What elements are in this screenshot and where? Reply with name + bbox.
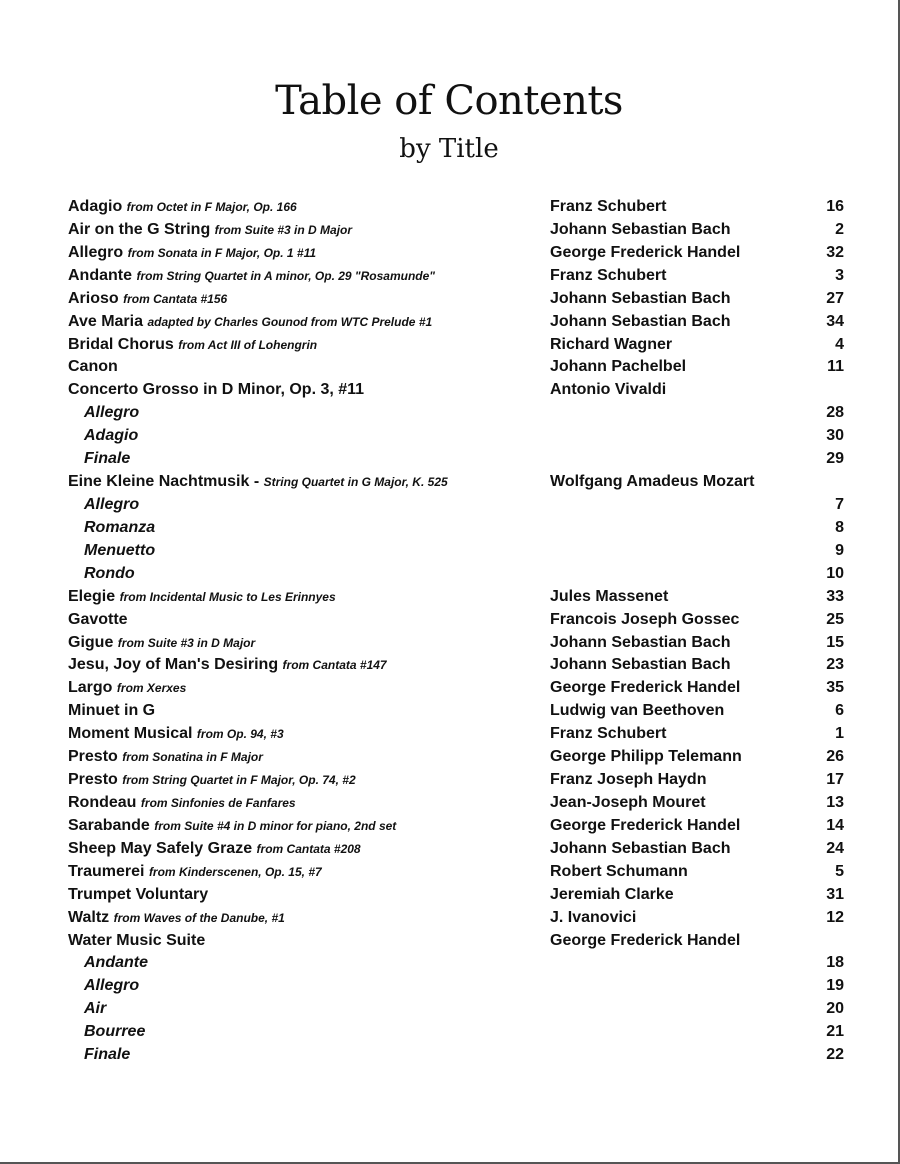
entry-title: Moment Musical: [68, 725, 193, 743]
entry-title-cell: [68, 861, 322, 884]
page-title: Table of Contents: [275, 78, 623, 124]
entry-page-number: 16: [826, 198, 844, 215]
toc-entry: [68, 609, 844, 632]
entry-note: from Suite #4 in D minor for piano, 2nd set: [154, 818, 397, 833]
entry-page-number: 6: [835, 702, 844, 720]
entry-composer: Johann Sebastian Bach: [550, 289, 731, 307]
entry-note: from Waves of the Danube, #1: [113, 910, 285, 925]
entry-title-cell: [68, 838, 361, 861]
entry-page-number: 14: [826, 816, 844, 834]
entry-page-number: 9: [835, 541, 844, 559]
entry-title-cell: [68, 792, 296, 815]
entry-note: from Sonata in F Major, Op. 1 #11: [127, 245, 317, 260]
entry-title: Adagio: [68, 198, 123, 215]
entry-title: Sarabande: [68, 816, 150, 834]
entry-note: from String Quartet in F Major, Op. 74, #2: [122, 773, 356, 788]
entry-note: from Cantata #156: [123, 291, 228, 306]
entry-page-number: 10: [826, 564, 844, 582]
entry-title-cell: [68, 219, 352, 242]
entry-title-cell: [68, 769, 356, 792]
entry-page-number: 3: [835, 266, 844, 284]
entry-composer: Jean-Joseph Mouret: [550, 793, 706, 811]
toc-entry: [68, 769, 844, 792]
entry-page-number: 23: [826, 656, 844, 674]
entry-title-cell: [84, 975, 139, 998]
toc-entry: [68, 654, 844, 677]
toc-subentry: [68, 494, 844, 517]
entry-composer: Franz Joseph Haydn: [550, 771, 707, 789]
toc-entry: [68, 723, 844, 746]
toc-entry: [68, 265, 844, 288]
entry-title: Adagio: [84, 427, 139, 445]
entry-title-cell: [68, 746, 263, 769]
toc-subentry: [68, 517, 844, 540]
entry-title: Canon: [68, 358, 118, 376]
entry-title-cell: [84, 563, 135, 586]
entry-page-number: 1: [835, 725, 844, 743]
entry-composer: Jeremiah Clarke: [550, 885, 674, 903]
toc-entry: [68, 311, 844, 334]
entry-composer: Franz Schubert: [550, 725, 667, 743]
toc-subentry: [68, 1021, 844, 1044]
entry-note: from Xerxes: [116, 681, 187, 696]
entry-note: from Sonatina in F Major: [122, 750, 263, 765]
entry-composer: Johann Sebastian Bach: [550, 633, 731, 651]
entry-composer: J. Ivanovici: [550, 908, 637, 926]
entry-title: Bourree: [84, 1023, 146, 1041]
entry-title-cell: [68, 907, 285, 930]
entry-page-number: 27: [826, 289, 844, 307]
entry-page-number: 18: [826, 954, 844, 972]
entry-page-number: 33: [826, 587, 844, 605]
entry-title-cell: [68, 242, 316, 265]
entry-page-number: 8: [835, 518, 844, 536]
entry-title: Allegro: [84, 495, 140, 513]
entry-title-cell: [68, 632, 255, 655]
entry-note: from Act III of Lohengrin: [178, 337, 318, 352]
entry-title-cell: [84, 425, 138, 448]
entry-composer: Franz Schubert: [550, 198, 667, 215]
entry-title: Waltz: [68, 908, 110, 926]
entry-page-number: 2: [835, 220, 844, 238]
entry-composer: George Frederick Handel: [550, 816, 741, 834]
entry-title-cell: [68, 930, 205, 953]
entry-composer: Johann Pachelbel: [550, 358, 687, 376]
toc-entry: [68, 792, 844, 815]
entry-title-cell: [84, 517, 155, 540]
entry-title-cell: [84, 448, 130, 471]
entry-page-number: 17: [826, 771, 844, 789]
entry-title: Allegro: [84, 977, 140, 995]
entry-note: from Suite #3 in D Major: [214, 222, 353, 237]
toc-subentry: [68, 563, 844, 586]
entry-note: from Op. 94, #3: [196, 727, 284, 742]
entry-page-number: 22: [826, 1046, 844, 1064]
entry-title: Trumpet Voluntary: [68, 885, 209, 903]
entry-title-cell: [68, 815, 396, 838]
entry-composer: Francois Joseph Gossec: [550, 610, 740, 628]
toc-subentry: [68, 1044, 844, 1067]
entry-note: String Quartet in G Major, K. 525: [263, 475, 448, 490]
toc-entry: [68, 700, 844, 723]
entry-title: Rondo: [84, 564, 135, 582]
toc-entry: [68, 379, 844, 402]
entry-title-cell: [68, 356, 118, 379]
entry-note: from String Quartet in A minor, Op. 29 "Rosamunde": [136, 268, 435, 283]
entry-composer: Jules Massenet: [550, 587, 669, 605]
toc-entry: [68, 242, 844, 265]
entry-title: Presto: [68, 748, 118, 766]
toc-entry: [68, 746, 844, 769]
entry-title: Gigue: [68, 633, 114, 651]
toc-subentry: [68, 998, 844, 1021]
entry-note: from Sinfonies de Fanfares: [140, 795, 296, 810]
entry-title-cell: [84, 1021, 145, 1044]
toc-entry: [68, 815, 844, 838]
entry-page-number: 30: [826, 427, 844, 445]
toc-entry: [68, 334, 844, 357]
entry-title-cell: [68, 586, 336, 609]
entry-composer: Franz Schubert: [550, 266, 667, 284]
entry-title: Finale: [84, 450, 131, 468]
toc-subentry: [68, 425, 844, 448]
entry-title-cell: [68, 265, 435, 288]
entry-title-cell: [68, 654, 387, 677]
entry-title: Andante: [68, 266, 132, 284]
entry-composer: Johann Sebastian Bach: [550, 656, 731, 674]
entry-note: adapted by Charles Gounod from WTC Prelude #1: [147, 314, 433, 329]
toc-entry: [68, 196, 844, 219]
entry-title: Concerto Grosso in D Minor, Op. 3, #11: [68, 381, 365, 399]
entry-title: Largo: [68, 679, 113, 697]
toc-entry: [68, 288, 844, 311]
entry-note: from Cantata #147: [282, 658, 387, 673]
entry-title: Air on the G String: [68, 220, 211, 238]
entry-page-number: 25: [826, 610, 844, 628]
entry-title: Water Music Suite: [68, 931, 206, 949]
entry-page-number: 24: [826, 839, 844, 857]
entry-title: Minuet in G: [68, 702, 156, 720]
entry-title: Elegie: [68, 587, 116, 605]
entry-title: Traumerei: [68, 862, 145, 880]
toc-entry: [68, 632, 844, 655]
entry-page-number: 26: [826, 748, 844, 766]
entry-title: Eine Kleine Nachtmusik -: [68, 473, 260, 491]
entry-title: Romanza: [84, 518, 156, 536]
toc-entry: [68, 930, 844, 953]
entry-title: Finale: [84, 1046, 131, 1064]
entry-composer: George Frederick Handel: [550, 679, 741, 697]
entry-title-cell: [68, 471, 448, 494]
entry-page-number: 15: [826, 633, 844, 651]
entry-page-number: 11: [827, 358, 844, 376]
entry-note: from Kinderscenen, Op. 15, #7: [148, 864, 322, 879]
entry-page-number: 4: [835, 335, 844, 353]
entry-title: Allegro: [84, 404, 140, 422]
entry-title-cell: [68, 334, 317, 357]
entry-title-cell: [68, 288, 227, 311]
entry-title: Rondeau: [68, 793, 137, 811]
toc-subentry: [68, 540, 844, 563]
entry-page-number: 5: [835, 862, 844, 880]
entry-title-cell: [84, 998, 106, 1021]
toc-entry: [68, 907, 844, 930]
toc-subentry: [68, 448, 844, 471]
entry-title-cell: [68, 723, 284, 746]
entry-title-cell: [68, 700, 155, 723]
entry-title: Allegro: [68, 243, 124, 261]
entry-composer: Robert Schumann: [550, 862, 688, 880]
entry-title-cell: [68, 884, 208, 907]
entry-title: Andante: [84, 954, 148, 972]
entry-title-cell: [68, 677, 186, 700]
toc-entry: [68, 677, 844, 700]
entry-page-number: 21: [826, 1023, 844, 1041]
entry-title-cell: [84, 952, 148, 975]
entry-title: Presto: [68, 771, 118, 789]
table-of-contents: [68, 196, 844, 1067]
entry-title: Ave Maria: [68, 312, 143, 330]
toc-entry: [68, 471, 844, 494]
entry-page-number: 32: [826, 243, 844, 261]
toc-entry: [68, 219, 844, 242]
entry-title-cell: [84, 540, 155, 563]
entry-title-cell: [84, 1044, 130, 1067]
entry-note: from Incidental Music to Les Erinnyes: [119, 589, 336, 604]
entry-composer: George Frederick Handel: [550, 931, 741, 949]
entry-page-number: 31: [826, 885, 844, 903]
entry-title: Sheep May Safely Graze: [68, 839, 253, 857]
entry-title-cell: [68, 609, 128, 632]
entry-page-number: 19: [826, 977, 844, 995]
entry-title: Air: [84, 1000, 107, 1018]
entry-page-number: 7: [835, 495, 844, 513]
entry-title-cell: [68, 311, 432, 334]
entry-title: Bridal Chorus: [68, 335, 174, 353]
entry-title: Menuetto: [84, 541, 156, 559]
entry-note: from Cantata #208: [256, 841, 361, 856]
entry-note: from Suite #3 in D Major: [117, 635, 256, 650]
entry-composer: George Philipp Telemann: [550, 748, 742, 766]
entry-title-cell: [84, 494, 139, 517]
toc-subentry: [68, 402, 844, 425]
entry-page-number: 35: [826, 679, 844, 697]
entry-note: from Octet in F Major, Op. 166: [126, 200, 297, 214]
toc-entry: [68, 861, 844, 884]
entry-composer: Wolfgang Amadeus Mozart: [550, 473, 755, 491]
entry-composer: Antonio Vivaldi: [550, 381, 667, 399]
toc-entry: [68, 356, 844, 379]
toc-subentry: [68, 952, 844, 975]
entry-title-cell: [84, 402, 139, 425]
toc-entry: [68, 884, 844, 907]
entry-page-number: 29: [826, 450, 844, 468]
toc-subentry: [68, 975, 844, 998]
entry-composer: Johann Sebastian Bach: [550, 312, 731, 330]
entry-composer: George Frederick Handel: [550, 243, 741, 261]
entry-composer: Richard Wagner: [550, 335, 673, 353]
toc-entry: [68, 586, 844, 609]
entry-title-cell: [68, 379, 364, 402]
entry-page-number: 20: [826, 1000, 844, 1018]
entry-page-number: 28: [826, 404, 844, 422]
toc-entry: [68, 838, 844, 861]
entry-title: Arioso: [68, 289, 119, 307]
entry-composer: Johann Sebastian Bach: [550, 220, 731, 238]
entry-title: Gavotte: [68, 610, 128, 628]
page-subtitle: by Title: [399, 134, 499, 164]
entry-page-number: 12: [826, 908, 844, 926]
entry-page-number: 34: [826, 312, 844, 330]
entry-title: Jesu, Joy of Man's Desiring: [68, 656, 279, 674]
entry-title-cell: [68, 196, 297, 219]
entry-composer: Ludwig van Beethoven: [550, 702, 725, 720]
entry-page-number: 13: [826, 793, 844, 811]
entry-composer: Johann Sebastian Bach: [550, 839, 731, 857]
